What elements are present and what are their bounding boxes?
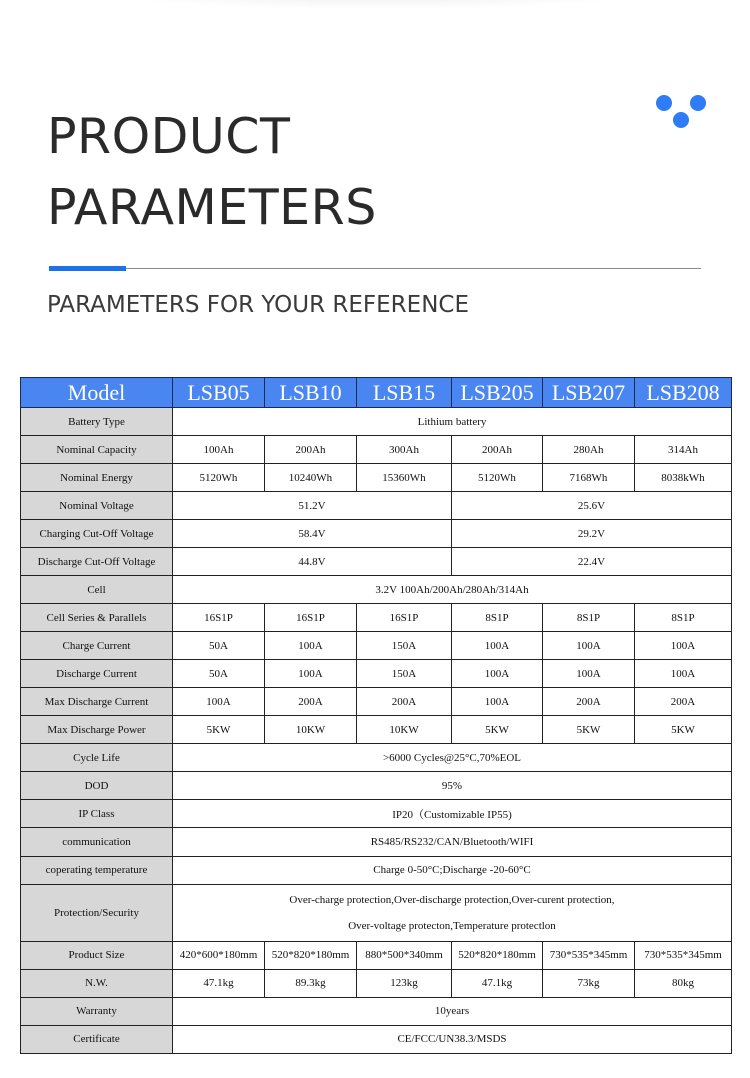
table-cell: 29.2V [452,520,732,548]
table-cell: 80kg [635,969,732,997]
row-label: Nominal Voltage [21,492,173,520]
dot-bottom [673,112,689,128]
row-label: Certificate [21,1025,173,1053]
table-cell: 880*500*340mm [357,941,452,969]
table-cell: 200A [543,688,635,716]
row-label: Discharge Cut-Off Voltage [21,548,173,576]
row-label: Charge Current [21,632,173,660]
header-model-lsb208: LSB208 [635,378,732,408]
table-cell-line: Over-charge protection,Over-discharge protection,Over-curent protection, [289,893,615,906]
table-cell: 520*820*180mm [452,941,543,969]
table-cell: 5KW [635,716,732,744]
table-row [21,464,732,492]
table-row [21,548,732,576]
row-label: Product Size [21,941,173,969]
row-label: Cell [21,576,173,604]
table-cell: 15360Wh [357,464,452,492]
table-cell: 50A [173,632,265,660]
row-label: Cycle Life [21,744,173,772]
table-row [21,576,732,604]
table-cell: 100A [635,632,732,660]
row-label: IP Class [21,800,173,828]
row-label: Max Discharge Power [21,716,173,744]
divider-rule [126,268,701,269]
table-row [21,884,732,941]
page-title-line1: PRODUCT [47,108,291,165]
row-label: Discharge Current [21,660,173,688]
table-cell: 100A [452,688,543,716]
table-cell: 16S1P [357,604,452,632]
table-row [21,772,732,800]
table-cell: 100A [543,632,635,660]
table-cell: 520*820*180mm [265,941,357,969]
table-cell: 100A [635,660,732,688]
table-row [21,492,732,520]
table-cell: 100Ah [173,436,265,464]
row-label: communication [21,828,173,856]
table-cell: RS485/RS232/CAN/Bluetooth/WIFI [173,828,732,856]
table-cell: 420*600*180mm [173,941,265,969]
row-label: Charging Cut-Off Voltage [21,520,173,548]
row-label: coperating temperature [21,856,173,884]
header-model-lsb205: LSB205 [452,378,543,408]
table-cell: 10KW [265,716,357,744]
table-cell-line: Over-voltage protecton,Temperature protectlon [348,919,556,932]
table-row [21,408,732,436]
table-cell: 16S1P [173,604,265,632]
row-label: Nominal Energy [21,464,173,492]
table-cell: 300Ah [357,436,452,464]
table-cell: 16S1P [265,604,357,632]
table-row [21,744,732,772]
row-label: Battery Type [21,408,173,436]
header-model-lsb15: LSB15 [357,378,452,408]
table-cell: 50A [173,660,265,688]
row-label: DOD [21,772,173,800]
table-cell: 5KW [543,716,635,744]
row-label: Protection/Security [21,884,173,941]
table-cell: 8038kWh [635,464,732,492]
dot-left [656,95,672,111]
table-cell: IP20（Customizable IP55) [173,800,732,828]
table-row [21,828,732,856]
table-cell: 7168Wh [543,464,635,492]
header-model-label: Model [21,378,173,408]
top-shadow [60,0,690,10]
table-cell: 73kg [543,969,635,997]
table-cell: 25.6V [452,492,732,520]
table-body [21,408,732,1054]
table-row [21,716,732,744]
header-model-lsb207: LSB207 [543,378,635,408]
table-cell: 200Ah [265,436,357,464]
page-subtitle: PARAMETERS FOR YOUR REFERENCE [47,292,469,318]
header-model-lsb05: LSB05 [173,378,265,408]
table-cell: 95% [173,772,732,800]
table-row [21,969,732,997]
table-row [21,941,732,969]
table-cell: 100A [543,660,635,688]
table-cell: 58.4V [173,520,452,548]
table-cell: 730*535*345mm [635,941,732,969]
table-row [21,436,732,464]
table-cell: CE/FCC/UN38.3/MSDS [173,1025,732,1053]
table-cell: 8S1P [635,604,732,632]
table-row [21,632,732,660]
table-cell: >6000 Cycles@25°C,70%EOL [173,744,732,772]
table-cell: 100A [452,632,543,660]
table-row [21,997,732,1025]
table-row [21,520,732,548]
table-cell: 730*535*345mm [543,941,635,969]
table-cell: Lithium battery [173,408,732,436]
table-cell: 51.2V [173,492,452,520]
table-cell: 5120Wh [452,464,543,492]
accent-rule [49,266,126,271]
table-cell: 100A [265,632,357,660]
row-label: Nominal Capacity [21,436,173,464]
table-cell [173,884,732,941]
table-cell: 200A [357,688,452,716]
table-cell: 5KW [173,716,265,744]
table-cell: 10KW [357,716,452,744]
row-label: N.W. [21,969,173,997]
table-cell: 314Ah [635,436,732,464]
table-cell: 123kg [357,969,452,997]
page-title-line2: PARAMETERS [47,179,377,236]
table-cell: 8S1P [543,604,635,632]
table-cell: 100A [452,660,543,688]
table-row [21,660,732,688]
table-row [21,856,732,884]
table-row [21,800,732,828]
table-cell: 22.4V [452,548,732,576]
table-cell: 89.3kg [265,969,357,997]
table-cell: 44.8V [173,548,452,576]
table-cell: 47.1kg [173,969,265,997]
table-cell: 100A [265,660,357,688]
table-cell: 200A [635,688,732,716]
table-row [21,688,732,716]
table-cell: 5KW [452,716,543,744]
table-cell: 10years [173,997,732,1025]
table-cell: 3.2V 100Ah/200Ah/280Ah/314Ah [173,576,732,604]
table-cell: 8S1P [452,604,543,632]
header-model-lsb10: LSB10 [265,378,357,408]
row-label: Warranty [21,997,173,1025]
row-label: Max Discharge Current [21,688,173,716]
table-row [21,604,732,632]
table-header-row [21,378,732,408]
table-cell: 47.1kg [452,969,543,997]
parameters-table [20,377,732,1054]
table-cell: 280Ah [543,436,635,464]
dot-right [690,95,706,111]
table-cell: 10240Wh [265,464,357,492]
table-row [21,1025,732,1053]
table-cell: 150A [357,660,452,688]
table-cell: 100A [173,688,265,716]
table-cell: 150A [357,632,452,660]
table-cell: 200A [265,688,357,716]
table-cell: 200Ah [452,436,543,464]
row-label: Cell Series & Parallels [21,604,173,632]
table-cell: 5120Wh [173,464,265,492]
table-cell: Charge 0-50°C;Discharge -20-60°C [173,856,732,884]
three-dots-decoration-icon [656,95,706,131]
